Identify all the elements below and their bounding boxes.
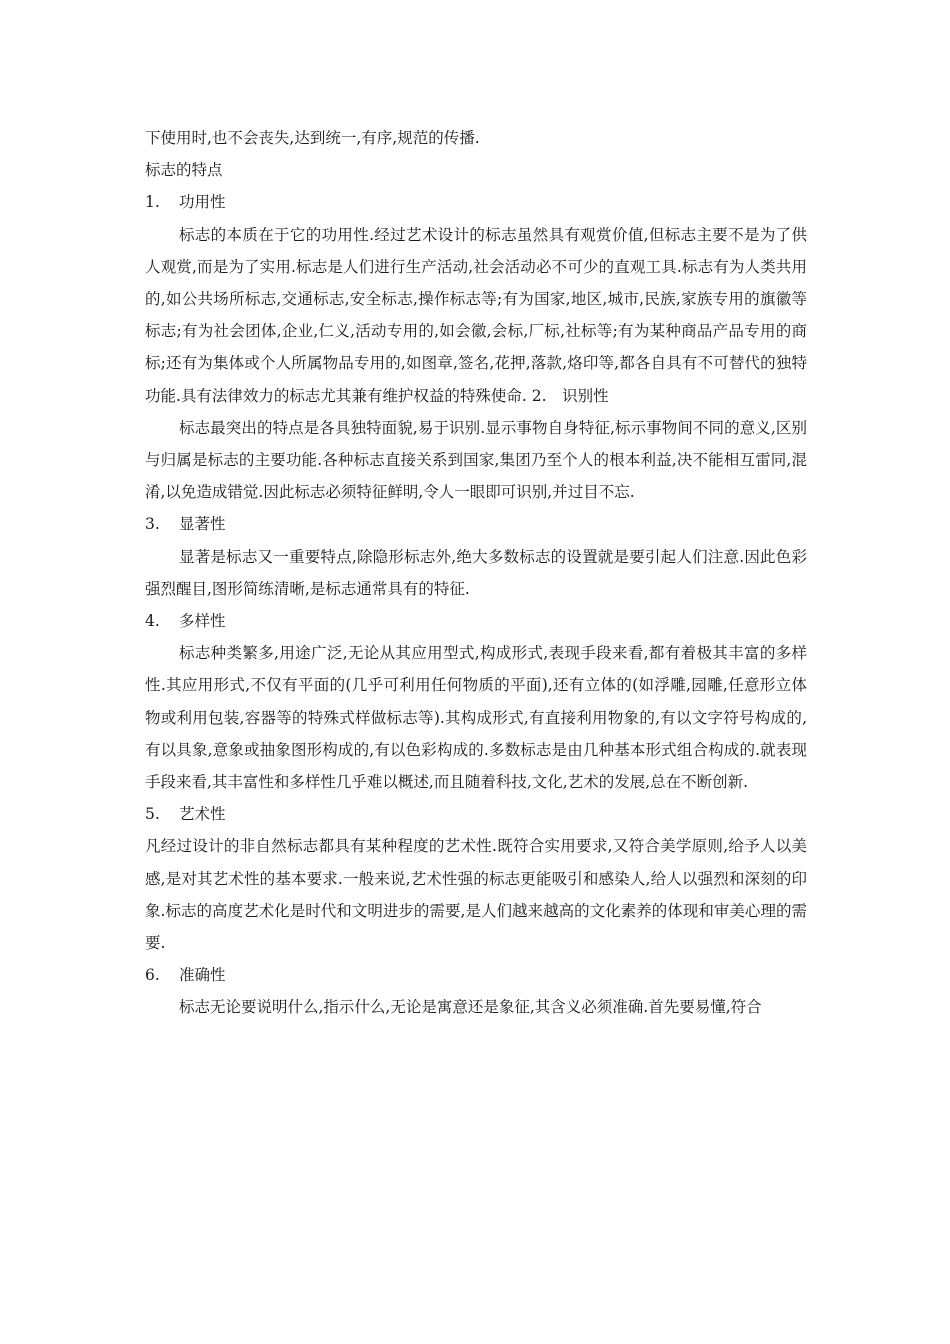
heading-diversity [145,605,807,637]
heading-functionality [145,186,807,218]
heading-number: 4. [145,612,160,631]
heading-artistry [145,798,807,830]
heading-label: 功用性 [179,193,226,212]
heading-label: 准确性 [179,966,226,985]
heading-label: 多样性 [179,612,226,631]
paragraph-recognizability: 标志最突出的特点是各具独特面貌,易于识别.显示事物自身特征,标示事物间不同的意义,区别与归属是标志的主要功能.各种标志直接关系到国家,集团乃至个人的根本利益,决不能相互雷同,混淆,以免造成错觉.因此标志必须特征鲜明,令人一眼即可识别,并过目不忘. [145,418,807,502]
heading-number: 1. [145,193,160,212]
paragraph-intro-tail: 下使用时,也不会丧失,达到统一,有序,规范的传播. [145,129,480,147]
paragraph-accuracy: 标志无论要说明什么,指示什么,无论是寓意还是象征,其含义必须准确.首先要易懂,符合 [179,998,762,1017]
paragraph-diversity: 标志种类繁多,用途广泛,无论从其应用型式,构成形式,表现手段来看,都有着极其丰富的多样性.其应用形式,不仅有平面的(几乎可利用任何物质的平面),还有立体的(如浮雕,园雕,任意形立体物或利用包装,容器等的特殊式样做标志等).其构成形式,有直接利用物象的,有以文字符号构成的,有以具象,意象或抽象图形构成的,有以色彩构成的.多数标志是由几种基本形式组合构成的.就表现手段来看,其丰富性和多样性几乎难以概述,而且随着科技,文化,艺术的发展,总在不断创新. [145,644,807,792]
paragraph-artistry: 凡经过设计的非自然标志都具有某种程度的艺术性.既符合实用要求,又符合美学原则,给予人以美感,是对其艺术性的基本要求.一般来说,艺术性强的标志更能吸引和感染人,给人以强烈和深刻的印象.标志的高度艺术化是时代和文明进步的需要,是人们越来越高的文化素养的体现和审美心理的需要. [145,837,807,953]
section-title: 标志的特点 [145,161,223,180]
heading-number: 6. [145,966,160,985]
heading-accuracy [145,959,807,991]
paragraph-prominence: 显著是标志又一重要特点,除隐形标志外,绝大多数标志的设置就是要引起人们注意.因此色彩强烈醒目,图形简练清晰,是标志通常具有的特征. [145,547,807,598]
heading-label: 艺术性 [179,805,226,824]
paragraph-functionality: 标志的本质在于它的功用性.经过艺术设计的标志虽然具有观赏价值,但标志主要不是为了供人观赏,而是为了实用.标志是人们进行生产活动,社会活动必不可少的直观工具.标志有为人类共用的,如公共场所标志,交通标志,安全标志,操作标志等;有为国家,地区,城市,民族,家族专用的旗徽等标志;有为社会团体,企业,仁义,活动专用的,如会徽,会标,厂标,社标等;有为某种商品产品专用的商标;还有为集体或个人所属物品专用的,如图章,签名,花押,落款,烙印等,都各自具有不可替代的独特功能.具有法律效力的标志尤其兼有维护权益的特殊使命. 2. 识别性 [145,225,807,405]
document-body [145,122,807,1024]
heading-label: 显著性 [179,515,226,534]
heading-number: 3. [145,515,160,534]
heading-number: 5. [145,805,160,824]
heading-prominence [145,508,807,540]
